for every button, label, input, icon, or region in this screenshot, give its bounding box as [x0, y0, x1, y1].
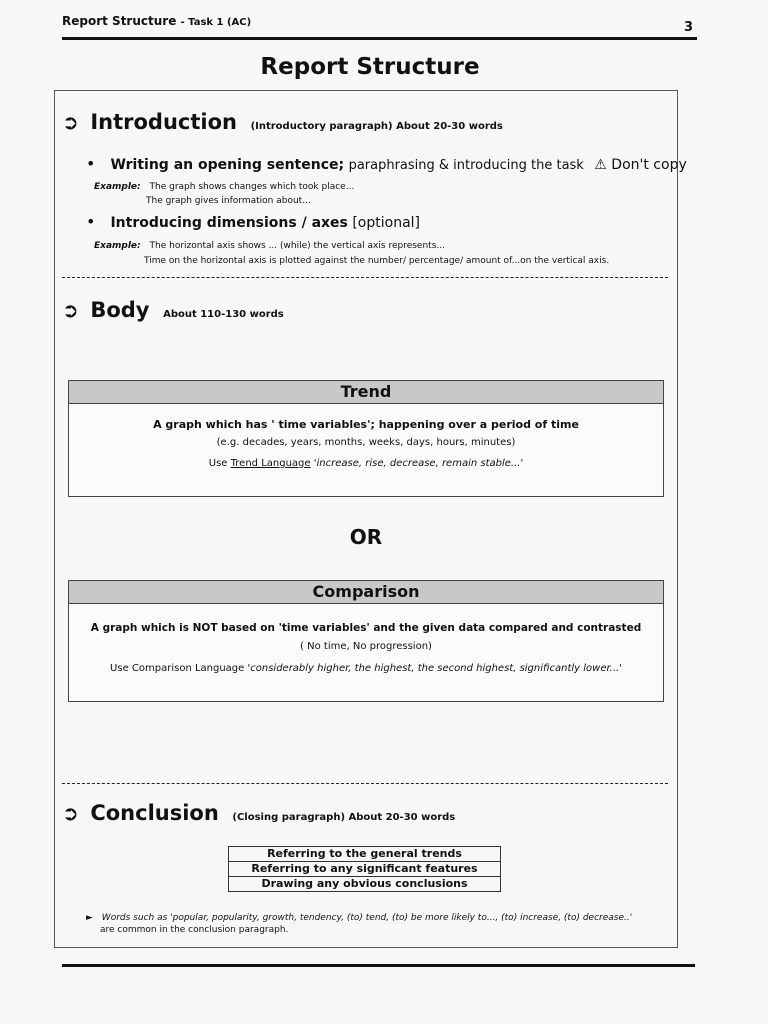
bullet-normal-text: paraphrasing & introducing the task — [348, 158, 584, 173]
arrow-icon: ➲ — [62, 801, 79, 825]
running-header-title: Report Structure — [62, 14, 177, 28]
running-header — [62, 14, 251, 28]
warning-note: ⚠ Don't copy — [594, 157, 687, 173]
comparison-title: Comparison — [69, 581, 663, 604]
example-label: Example: — [94, 182, 141, 192]
bullet-normal-text: [optional] — [352, 215, 421, 231]
example-label: Example: — [94, 241, 141, 251]
bullet-bold-text: Writing an opening sentence; — [110, 157, 345, 173]
section-divider — [62, 277, 668, 278]
trend-language-link: Trend Language — [230, 458, 311, 469]
section-divider — [62, 783, 668, 784]
trend-box — [68, 380, 664, 497]
conclusion-footnote — [86, 912, 632, 936]
running-header-task: - Task 1 (AC) — [180, 17, 252, 28]
page-title: Report Structure — [260, 54, 480, 80]
conclusion-note: (Closing paragraph) About 20-30 words — [232, 812, 456, 823]
table-row — [229, 847, 501, 862]
triangle-bullet-icon: ► — [86, 913, 93, 923]
footer-rule — [62, 964, 695, 967]
table-cell: Drawing any obvious conclusions — [229, 877, 501, 892]
use-prefix: Use Comparison Language — [110, 663, 245, 674]
table-cell: Referring to the general trends — [229, 847, 501, 862]
introduction-section-heading — [62, 110, 503, 134]
trend-language — [69, 458, 663, 469]
comparison-definition: A graph which is NOT based on 'time variables' and the given data compared and contrasted — [90, 622, 642, 634]
header-rule — [62, 37, 697, 40]
intro-example-2 — [94, 241, 445, 251]
arrow-icon: ➲ — [62, 110, 79, 134]
bullet-icon: • — [86, 154, 96, 173]
body-heading: Body — [90, 298, 150, 322]
introduction-heading: Introduction — [90, 110, 237, 134]
trend-title: Trend — [69, 381, 663, 404]
trend-language-examples: 'increase, rise, decrease, remain stable...' — [313, 458, 524, 469]
introduction-note: (Introductory paragraph) About 20-30 words — [250, 121, 503, 132]
intro-bullet-opening-sentence — [86, 154, 687, 173]
comparison-language-examples: 'considerably higher, the highest, the second highest, significantly lower...' — [247, 663, 622, 674]
intro-example-1-line2: The graph gives information about... — [146, 196, 311, 206]
comparison-note: ( No time, No progression) — [300, 641, 432, 652]
body-section-heading — [62, 298, 284, 322]
or-separator: OR — [349, 525, 383, 549]
intro-example-2-line2: Time on the horizontal axis is plotted against the number/ percentage/ amount of...on the vertical axis. — [144, 256, 610, 266]
use-prefix: Use — [208, 458, 228, 469]
example-line: The horizontal axis shows ... (while) the vertical axis represents... — [149, 241, 445, 251]
table-row — [229, 877, 501, 892]
trend-definition: A graph which has ' time variables'; happening over a period of time — [153, 418, 579, 431]
conclusion-heading: Conclusion — [90, 801, 219, 825]
comparison-box — [68, 580, 664, 702]
table-cell: Referring to any significant features — [229, 862, 501, 877]
footnote-line — [86, 912, 632, 924]
bullet-icon: • — [86, 212, 96, 231]
conclusion-table — [228, 846, 501, 892]
example-line: The graph shows changes which took place... — [149, 182, 355, 192]
table-row — [229, 862, 501, 877]
trend-examples: (e.g. decades, years, months, weeks, days, hours, minutes) — [216, 437, 516, 448]
comparison-language — [69, 663, 663, 674]
intro-example-1 — [94, 182, 354, 192]
page-number: 3 — [684, 20, 694, 35]
arrow-icon: ➲ — [62, 298, 79, 322]
body-note: About 110-130 words — [163, 309, 284, 320]
footnote-text: Words such as 'popular, popularity, growth, tendency, (to) tend, (to) be more likely to..., (to) increase, (to) decrease..' — [101, 913, 633, 923]
conclusion-section-heading — [62, 801, 455, 825]
footnote-line-2: are common in the conclusion paragraph. — [100, 925, 289, 935]
intro-bullet-dimensions — [86, 212, 420, 231]
bullet-bold-text: Introducing dimensions / axes — [110, 215, 348, 231]
